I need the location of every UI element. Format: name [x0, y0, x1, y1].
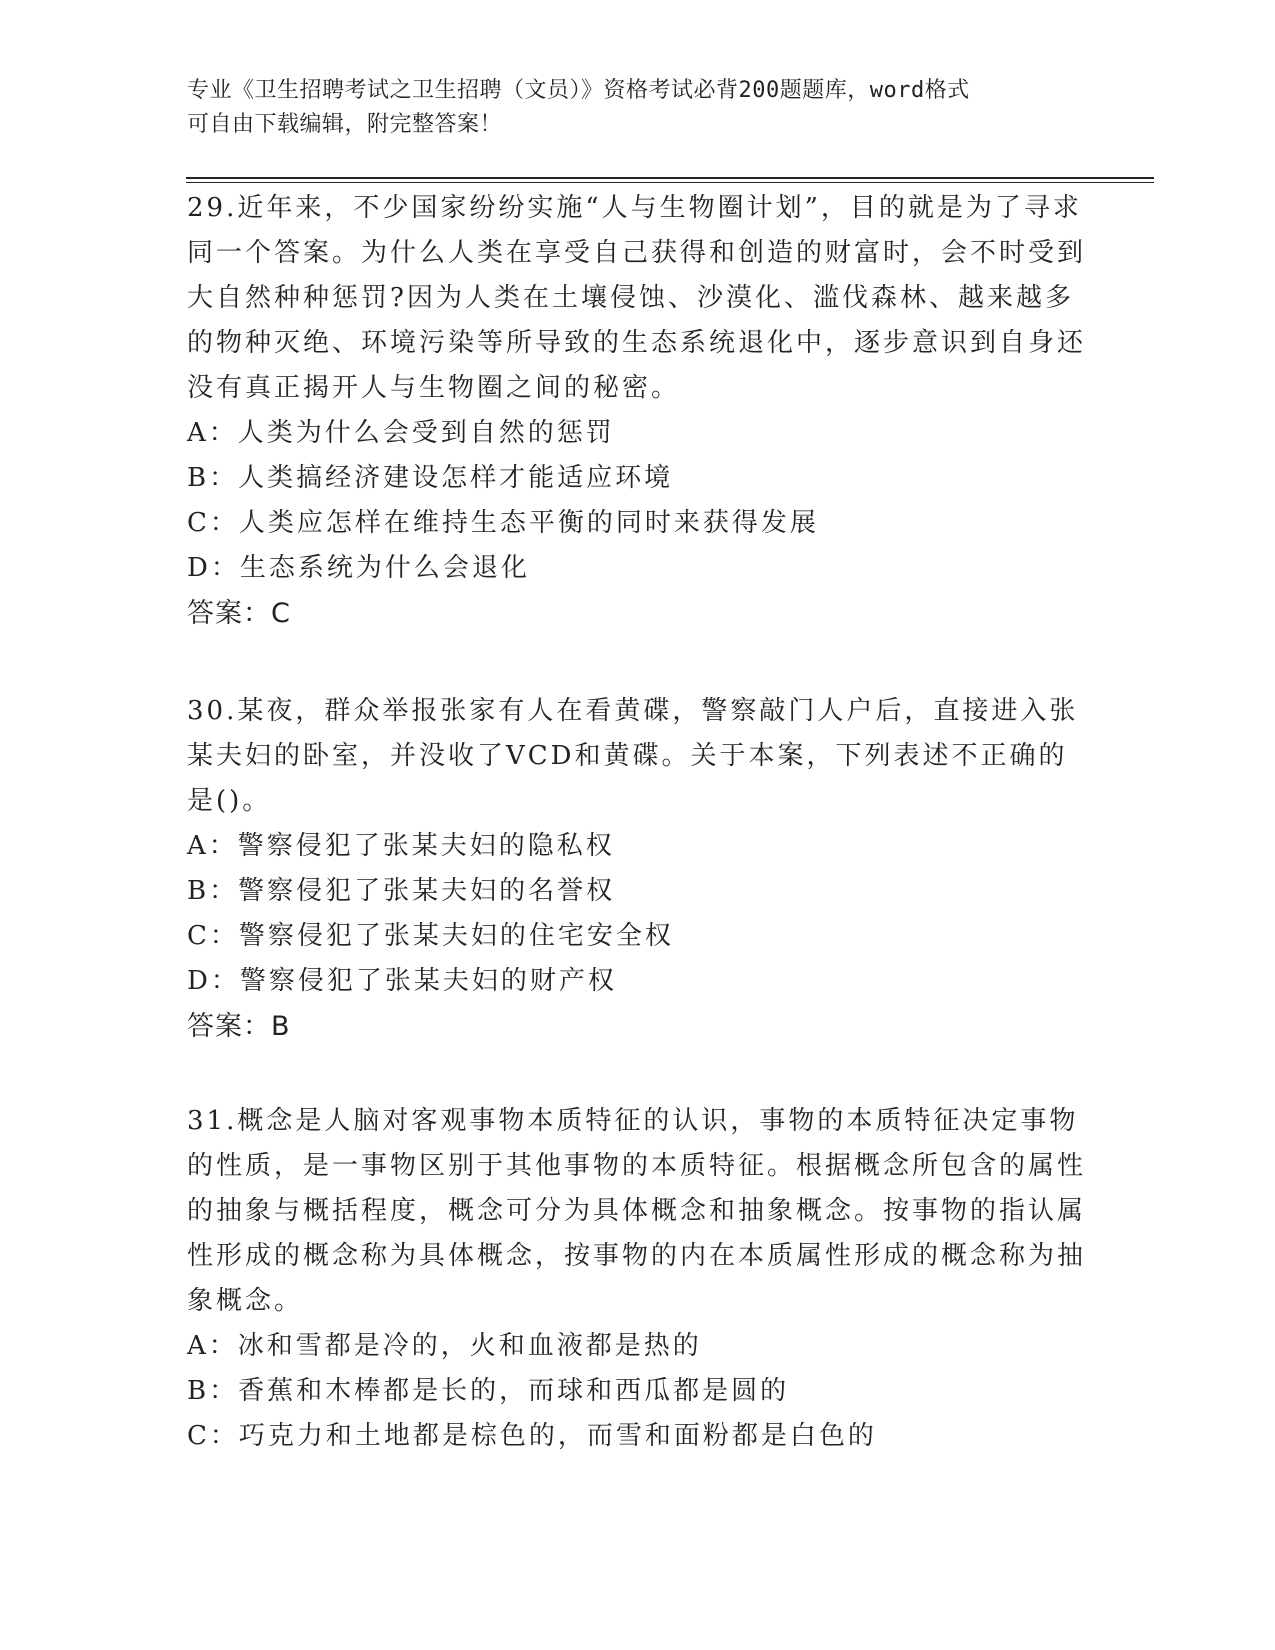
- header-rule-thin: [186, 182, 1154, 183]
- answer-line: 答案：C: [187, 598, 291, 629]
- option-d: D：生态系统为什么会退化: [187, 553, 530, 583]
- question-31: [187, 1099, 1087, 1459]
- answer-line: 答案：B: [187, 1011, 291, 1042]
- option-b: B：警察侵犯了张某夫妇的名誉权: [187, 876, 616, 906]
- option-c: C：巧克力和土地都是棕色的，而雪和面粉都是白色的: [187, 1421, 877, 1451]
- option-a: A：冰和雪都是冷的，火和血液都是热的: [187, 1331, 702, 1361]
- option-c: C：警察侵犯了张某夫妇的住宅安全权: [187, 921, 674, 951]
- header-rule-thick: [186, 177, 1154, 179]
- option-a: A：警察侵犯了张某夫妇的隐私权: [187, 831, 615, 861]
- question-text: 30.某夜，群众举报张家有人在看黄碟，警察敲门人户后，直接进入张某夫妇的卧室，并没收了VCD和黄碟。关于本案，下列表述不正确的是()。: [187, 696, 1079, 816]
- question-text: 31.概念是人脑对客观事物本质特征的认识，事物的本质特征决定事物的性质，是一事物区别于其他事物的本质特征。根据概念所包含的属性的抽象与概括程度，概念可分为具体概念和抽象概念。按事物的指认属性形成的概念称为具体概念，按事物的内在本质属性形成的概念称为抽象概念。: [187, 1106, 1087, 1316]
- header-line-2: 可自由下载编辑，附完整答案！: [187, 112, 503, 137]
- option-c: C：人类应怎样在维持生态平衡的同时来获得发展: [187, 508, 819, 538]
- option-d: D：警察侵犯了张某夫妇的财产权: [187, 966, 617, 996]
- question-text: 29.近年来，不少国家纷纷实施“人与生物圈计划”，目的就是为了寻求同一个答案。为什么人类在享受自己获得和创造的财富时，会不时受到大自然种种惩罚?因为人类在土壤侵蚀、沙漠化、滥伐森林、越来越多的物种灭绝、环境污染等所导致的生态系统退化中，逐步意识到自身还没有真正揭开人与生物圈之间的秘密。: [187, 193, 1087, 403]
- header-line-1: 专业《卫生招聘考试之卫生招聘（文员）》资格考试必背200题题库，word格式: [187, 78, 970, 103]
- question-30: [187, 689, 1087, 1049]
- option-b: B：香蕉和木棒都是长的，而球和西瓜都是圆的: [187, 1376, 790, 1406]
- question-29: [187, 186, 1087, 636]
- document-header: [187, 74, 1067, 142]
- option-a: A：人类为什么会受到自然的惩罚: [187, 418, 615, 448]
- option-b: B：人类搞经济建设怎样才能适应环境: [187, 463, 674, 493]
